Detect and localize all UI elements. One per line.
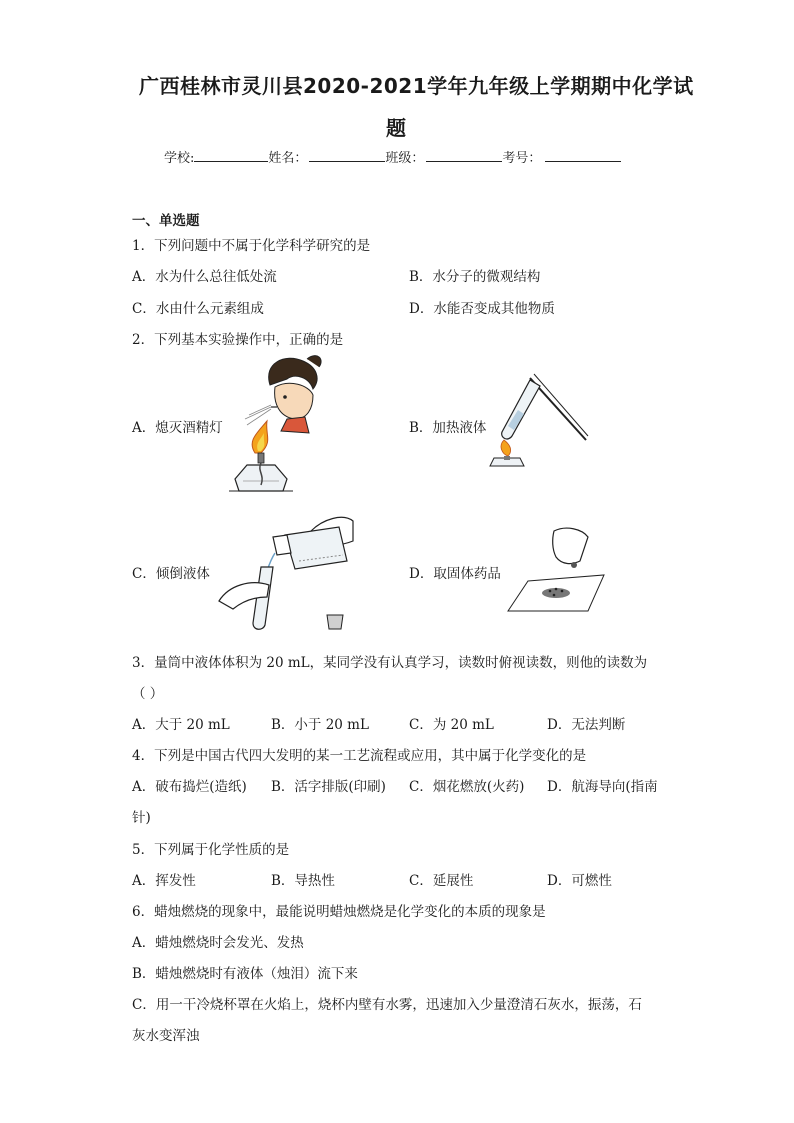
question-1-option-a[interactable]: A．水为什么总往低处流 [132,269,277,285]
question-5-option-a[interactable]: A．挥发性 [132,873,196,889]
question-4-option-a[interactable]: A．破布捣烂(造纸) [132,779,247,795]
page-title-continued: 题 [386,116,407,140]
question-2-option-b[interactable]: B．加热液体 [409,420,487,436]
name-label: 姓名： [268,151,308,166]
question-3-option-b[interactable]: B．小于 20 mL [271,717,369,733]
question-4-option-d[interactable]: D．航海导向(指南 [547,779,658,795]
question-4-option-b[interactable]: B．活字排版(印刷) [271,779,386,795]
question-5-option-b[interactable]: B．导热性 [271,873,335,889]
question-3-answer-brackets[interactable]: （ ） [132,686,164,702]
name-field[interactable] [309,147,385,162]
question-4-option-c[interactable]: C．烟花燃放(火药) [409,779,525,795]
class-field[interactable] [426,147,502,162]
question-6-option-c-continued: 灰水变浑浊 [132,1028,200,1044]
question-3-option-c[interactable]: C．为 20 mL [409,717,494,733]
question-2-stem: 2．下列基本实验操作中，正确的是 [132,332,344,348]
question-3-option-d[interactable]: D．无法判断 [547,717,626,733]
student-info-row [164,147,621,166]
school-label: 学校: [164,151,195,166]
question-6-option-b[interactable]: B．蜡烛燃烧时有液体（烛泪）流下来 [132,966,358,982]
page-title: 广西桂林市灵川县2020-2021学年九年级上学期期中化学试 [139,74,694,98]
question-5-option-c[interactable]: C．延展性 [409,873,474,889]
class-label: 班级： [385,151,425,166]
question-3-option-a[interactable]: A．大于 20 mL [132,717,230,733]
question-1-option-d[interactable]: D．水能否变成其他物质 [409,301,555,317]
pouring-liquid-illustration [215,505,365,635]
question-1-stem: 1．下列问题中不属于化学科学研究的是 [132,238,371,254]
school-field[interactable] [194,147,268,162]
number-label: 考号： [502,151,542,166]
blowing-out-lamp-illustration [225,355,325,495]
question-1-option-c[interactable]: C．水由什么元素组成 [132,301,264,317]
question-6-option-c[interactable]: C．用一干冷烧杯罩在火焰上，烧杯内壁有水雾，迅速加入少量澄清石灰水，振荡，石 [132,997,642,1013]
question-2-option-a[interactable]: A．熄灭酒精灯 [132,420,223,436]
question-6-stem: 6．蜡烛燃烧的现象中，最能说明蜡烛燃烧是化学变化的本质的现象是 [132,904,546,920]
question-4-option-d-continued: 针) [132,810,151,826]
question-2-option-d[interactable]: D．取固体药品 [409,566,501,582]
number-field[interactable] [545,147,621,162]
heating-liquid-illustration [490,370,590,470]
question-1-option-b[interactable]: B．水分子的微观结构 [409,269,541,285]
question-5-option-d[interactable]: D．可燃性 [547,873,612,889]
question-3-stem: 3．量筒中液体体积为 20 mL，某同学没有认真学习，读数时俯视读数，则他的读数为 [132,655,648,671]
section-heading-single-choice: 一、单选题 [132,213,200,229]
question-6-option-a[interactable]: A．蜡烛燃烧时会发光、发热 [132,935,304,951]
question-5-stem: 5．下列属于化学性质的是 [132,842,290,858]
question-2-option-c[interactable]: C．倾倒液体 [132,566,210,582]
question-4-stem: 4．下列是中国古代四大发明的某一工艺流程或应用，其中属于化学变化的是 [132,748,587,764]
taking-solid-illustration [508,525,608,615]
